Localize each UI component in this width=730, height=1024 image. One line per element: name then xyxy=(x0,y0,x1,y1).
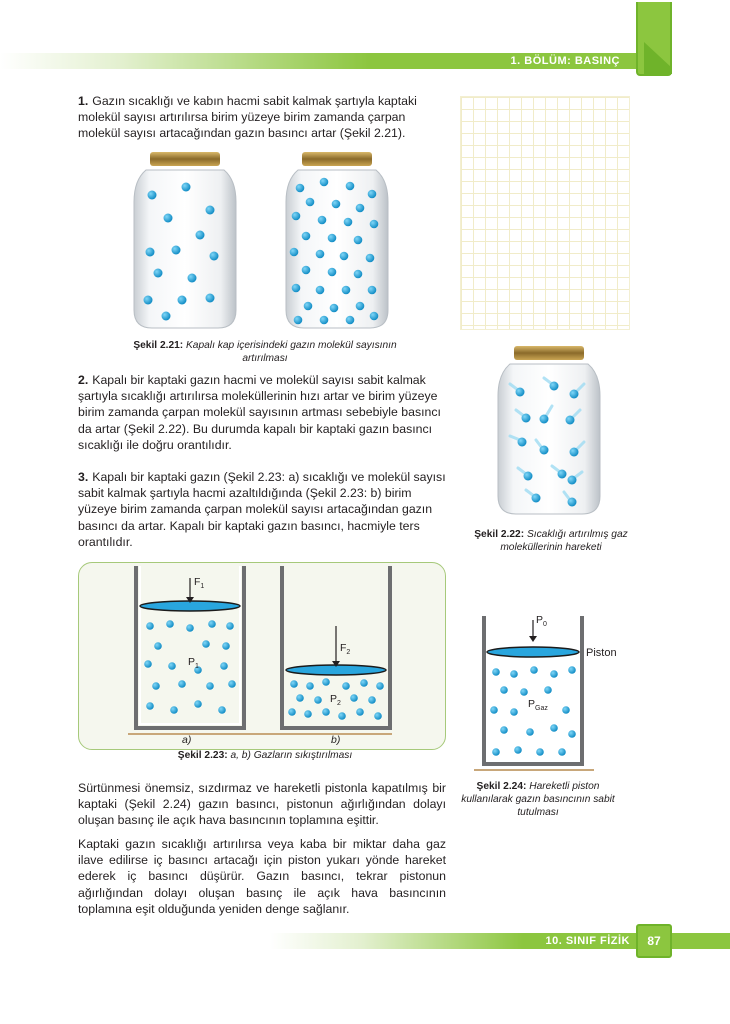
item-3: 3. Kapalı bir kaptaki gazın (Şekil 2.23: a) sıcaklığı ve molekül sayısı sabit kalmak şartıyla hacmi azaltıldığında (Şekil 2.23: b) birim yüzeye birim zamanda çarpan molekül sayısı artacağından gazın basıncı da artar. Kapalı bir kaptaki gazın basıncı, hacmiyle ters orantılıdır. xyxy=(78,470,446,549)
figure-2-24 xyxy=(474,612,594,774)
label-f1: $F_1$ xyxy=(194,576,205,591)
item-2: 2. Kapalı bir kaptaki gazın hacmi ve molekül sayısı sabit kalmak şartıyla sıcaklığı artırılırsa moleküllerinin hızı artar ve birim yüzeye birim zamanda çarpan molekül sayısının artması sebebiyle basıncı da artar (Şekil 2.22). Bu durumda kapalı bir kaptaki gazın basıncı sıcaklığı ile doğru orantılıdır. xyxy=(78,373,441,452)
page-number-tab xyxy=(636,924,672,958)
caption-2-21: Şekil 2.21: Kapalı kap içerisindeki gazın molekül sayısının artırılması xyxy=(133,340,397,364)
container-a xyxy=(136,566,244,728)
paragraph-1: Sürtünmesi önemsiz, sızdırmaz ve hareketli pistonla kapatılmış bir kaptaki (Şekil 2.24) gazın basıncı, pistonun ağırlığından dolayı oluşan basınç ile açık hava basıncının toplamına eşittir. xyxy=(78,781,446,828)
label-piston: Piston xyxy=(586,647,617,659)
paragraph-2: Kaptaki gazın sıcaklığı artırılırsa veya kaba bir miktar daha gaz ilave edilirse iç basıncı artacağı için piston yukarı yönde hareket ederek iç basıncı düşürür. Gazın basıncı, tekrar pistonun ağırlığından dolayı oluşan basınç ile açık hava basıncının toplamına eşit olduğunda yeniden denge sağlanır. xyxy=(78,837,446,916)
label-p1: $P_1$ xyxy=(188,656,199,671)
label-sub-b: b) xyxy=(331,734,341,746)
note-grid xyxy=(460,96,630,330)
caption-2-22: Şekil 2.22: Sıcaklığı artırılmış gaz moleküllerinin hareketi xyxy=(474,529,628,553)
figure-2-23 xyxy=(126,566,396,738)
tab-fold-icon xyxy=(638,2,672,76)
figure-2-21 xyxy=(128,150,398,336)
jar-many-molecules xyxy=(286,152,388,328)
caption-2-24: Şekil 2.24: Hareketli piston kullanılarak gazın basıncının sabit tutulması xyxy=(461,781,615,818)
caption-2-23: Şekil 2.23: a, b) Gazların sıkıştırılması xyxy=(177,750,353,761)
item-1: 1. Gazın sıcaklığı ve kabın hacmi sabit kalmak şartıyla kaptaki molekül sayısı artırılırsa birim yüzeye birim zamanda çarpan molekül sayısı artacağından gazın basıncı artar (Şekil 2.21). xyxy=(78,94,417,141)
figure-2-22 xyxy=(496,344,606,520)
chapter-title: 1. BÖLÜM: BASINÇ xyxy=(510,55,620,67)
label-p0: $P_0$ xyxy=(536,614,547,629)
label-pgaz: $P_{Gaz}$ xyxy=(528,698,548,713)
header-tab xyxy=(636,2,672,76)
page-number: 87 xyxy=(647,934,661,948)
jar-few-molecules xyxy=(134,152,236,328)
label-p2: $P_2$ xyxy=(330,693,341,708)
header-bar xyxy=(0,53,672,69)
book-title: 10. SINIF FİZİK xyxy=(545,935,630,947)
label-f2: $F_2$ xyxy=(340,642,351,657)
label-sub-a: a) xyxy=(182,734,192,746)
